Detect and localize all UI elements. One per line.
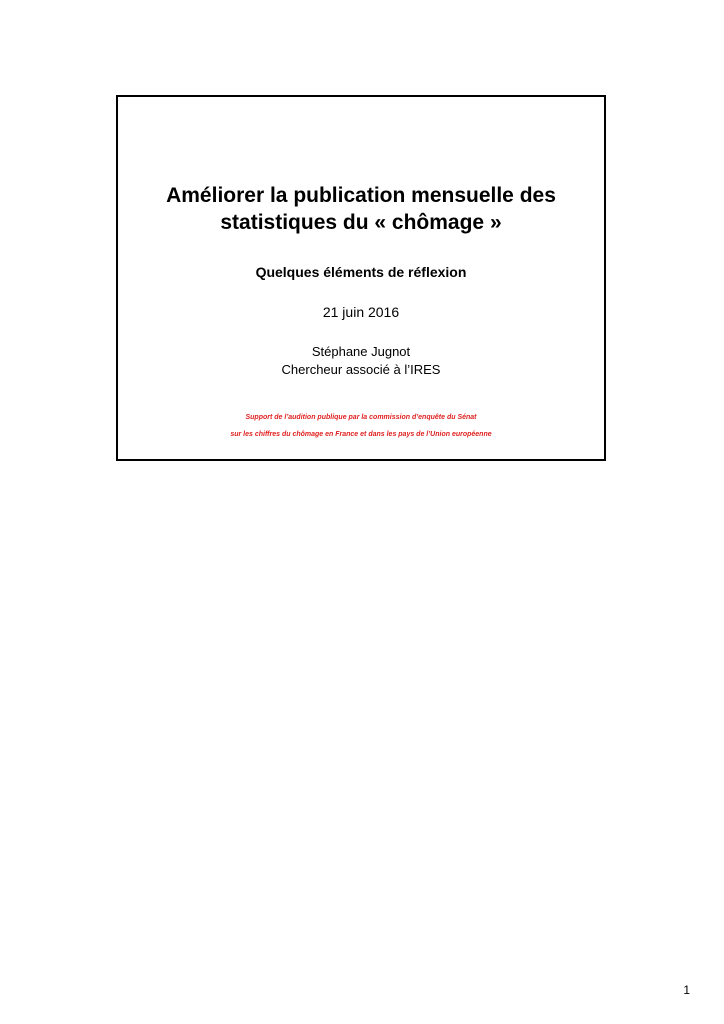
- title-line-2: statistiques du « chômage »: [220, 211, 502, 234]
- author-affiliation: Chercheur associé à l’IRES: [281, 362, 441, 377]
- author-name: Stéphane Jugnot: [311, 344, 411, 359]
- note-line-2: sur les chiffres du chômage en France et dans les pays de l’Union européenne: [230, 431, 492, 438]
- title-line-1: Améliorer la publication mensuelle des: [166, 184, 556, 207]
- audition-note: [118, 413, 604, 440]
- slide-date: 21 juin 2016: [322, 304, 400, 320]
- slide-frame: [116, 95, 606, 461]
- note-line-1: Support de l’audition publique par la commission d’enquête du Sénat: [245, 414, 477, 421]
- slide-subtitle: Quelques éléments de réflexion: [255, 264, 467, 280]
- page-number: 1: [683, 983, 690, 997]
- author-block: [118, 343, 604, 379]
- slide-title: [118, 182, 604, 236]
